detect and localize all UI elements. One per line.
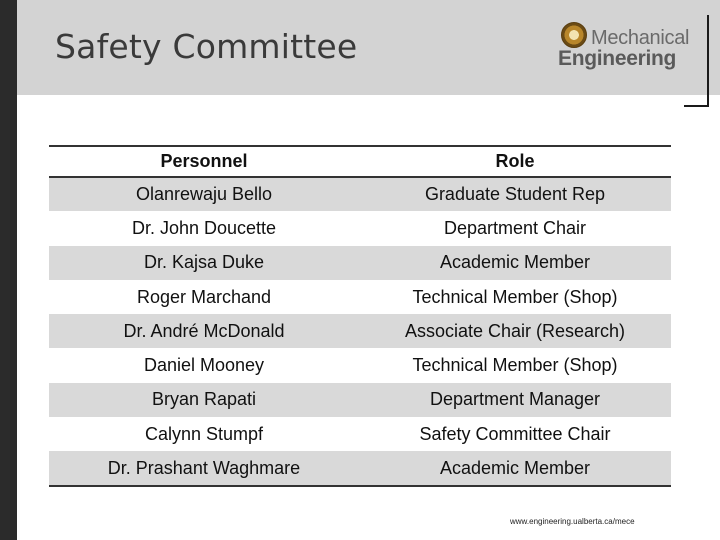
personnel-cell: Dr. André McDonald: [49, 314, 359, 348]
committee-table: [49, 145, 671, 487]
footer-url: www.engineering.ualberta.ca/mece: [510, 517, 635, 526]
role-cell: Department Manager: [359, 383, 671, 417]
table-row: [49, 451, 671, 485]
personnel-cell: Daniel Mooney: [143, 355, 265, 376]
header-personnel: Personnel: [49, 146, 359, 177]
table-row: [49, 383, 671, 417]
corner-line-vertical: [707, 15, 709, 107]
personnel-cell: Dr. Prashant Waghmare: [49, 451, 359, 485]
table-row: [49, 348, 671, 382]
header-role: Role: [359, 146, 671, 177]
personnel-cell: Dr. Kajsa Duke: [49, 246, 359, 280]
role-cell: Technical Member (Shop): [412, 355, 618, 376]
table-row: [49, 314, 671, 348]
personnel-cell: Roger Marchand: [136, 286, 272, 307]
role-cell: Academic Member: [359, 246, 671, 280]
personnel-cell: Bryan Rapati: [49, 383, 359, 417]
role-cell: Department Chair: [443, 217, 587, 238]
table-row: [49, 246, 671, 280]
personnel-cell: Calynn Stumpf: [144, 423, 264, 444]
logo-line-1: Mechanical: [591, 27, 690, 49]
slide-title: Safety Committee: [55, 27, 358, 66]
personnel-cell: Olanrewaju Bello: [49, 177, 359, 211]
role-cell: Technical Member (Shop): [412, 286, 618, 307]
role-cell: Academic Member: [359, 451, 671, 485]
table-row: [49, 211, 671, 245]
role-cell: Associate Chair (Research): [359, 314, 671, 348]
table-row: [49, 177, 671, 211]
table-header-row: [49, 146, 671, 177]
personnel-cell: Dr. John Doucette: [131, 217, 277, 238]
university-seal-icon: [561, 22, 587, 48]
table-row: [49, 280, 671, 314]
table-row: [49, 417, 671, 451]
corner-line-horizontal: [684, 105, 709, 107]
logo-line-2: Engineering: [558, 47, 677, 70]
role-cell: Graduate Student Rep: [359, 177, 671, 211]
role-cell: Safety Committee Chair: [419, 423, 611, 444]
department-logo: [558, 20, 698, 72]
left-accent-bar: [0, 0, 17, 540]
